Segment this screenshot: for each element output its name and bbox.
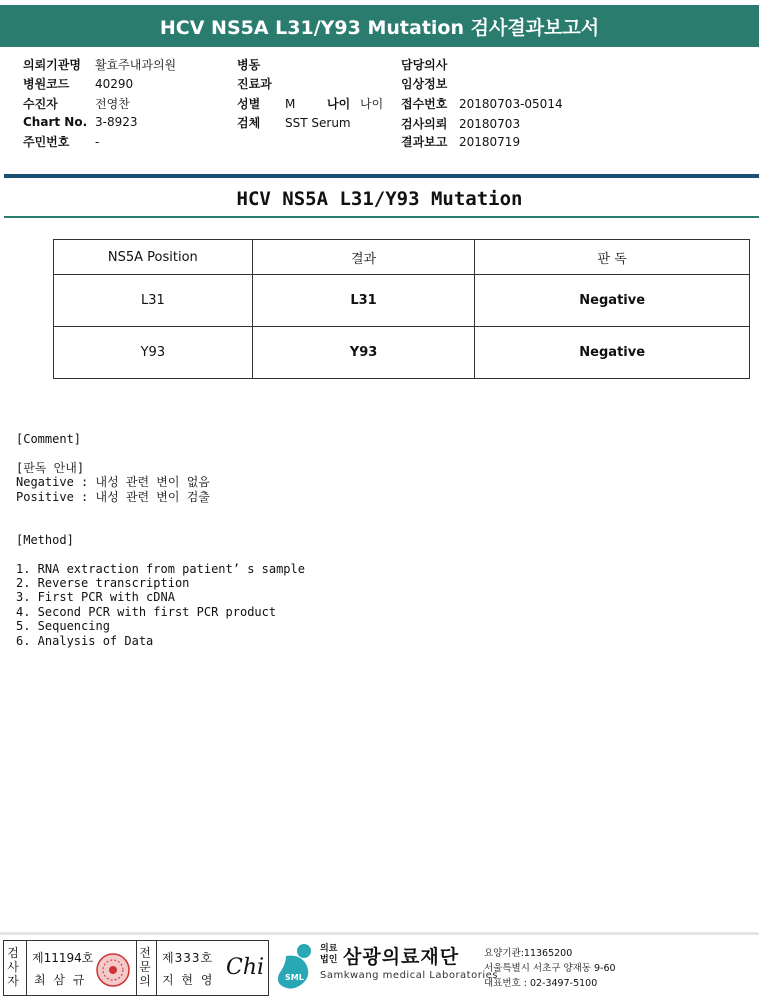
signature-divider [26, 941, 27, 995]
info-row-request-date [401, 115, 520, 132]
guide-line-positive: Positive : 내성 관련 변이 검출 [16, 490, 210, 504]
column-header-result: 결과 [252, 240, 475, 275]
result-table [53, 239, 750, 379]
section-divider-thin [4, 216, 759, 218]
method-step: 4. Second PCR with first PCR product [16, 605, 277, 619]
org-prefix-1: 의료 [320, 944, 338, 954]
info-row-chart-no [23, 115, 138, 129]
method-step: 5. Sequencing [16, 619, 110, 633]
cell-interpretation: Negative [475, 327, 750, 379]
org-prefix-2: 법인 [320, 955, 338, 965]
info-value: SST Serum [285, 116, 351, 130]
inspector-label: 검사자 [7, 946, 19, 988]
footer-divider [0, 932, 759, 935]
org-english-name: Samkwang medical Laboratories [320, 970, 498, 981]
method-step: 1. RNA extraction from patient’ s sample [16, 562, 305, 576]
inspector-name: 최 삼 규 [34, 973, 87, 987]
signature-box [3, 940, 269, 996]
guide-heading: [판독 안내] [16, 461, 85, 475]
sml-logo-icon [276, 942, 318, 994]
info-row-accession-no [401, 95, 563, 112]
method-step: 3. First PCR with cDNA [16, 590, 175, 604]
signature-divider [156, 941, 157, 995]
cell-interpretation: Negative [475, 275, 750, 327]
info-label: 주민번호 [23, 135, 70, 149]
info-label: 검사의뢰 [401, 117, 448, 131]
specialist-label: 전문의 [139, 946, 151, 988]
org-address: 서울특별시 서초구 양재동 9-60 [484, 963, 616, 974]
info-row-specimen [237, 114, 351, 131]
info-label: 성별 [237, 97, 261, 111]
info-value: - [95, 135, 100, 149]
cell-result: L31 [252, 275, 475, 327]
info-row-ward [237, 56, 285, 73]
result-table-header [54, 240, 750, 275]
method-heading: [Method] [16, 533, 74, 547]
info-label: 임상정보 [401, 77, 448, 91]
info-value: M [285, 97, 296, 111]
info-row-institution [23, 56, 176, 73]
method-step: 6. Analysis of Data [16, 634, 154, 648]
section-divider-thick [4, 174, 759, 178]
info-label: 결과보고 [401, 135, 448, 149]
table-row [54, 327, 750, 379]
info-row-age [327, 95, 383, 112]
org-code: 요양기관:11365200 [484, 948, 573, 959]
info-value: 20180703-05014 [459, 97, 563, 111]
specialist-license: 제333호 [162, 951, 214, 965]
info-row-physician [401, 56, 459, 73]
info-label: Chart No. [23, 115, 88, 129]
info-row-report-date [401, 133, 520, 150]
info-value: 전영찬 [95, 97, 130, 111]
info-row-sex [237, 95, 295, 112]
specialist-name: 지 현 영 [162, 973, 215, 987]
info-label: 접수번호 [401, 97, 448, 111]
info-value: 20180703 [459, 117, 521, 131]
signature-divider [136, 941, 137, 995]
info-row-patient [23, 95, 130, 112]
info-row-resident-no [23, 133, 99, 150]
info-row-clinical-info [401, 75, 459, 92]
info-label: 나이 [327, 97, 351, 111]
info-value: 20180719 [459, 135, 521, 149]
method-step: 2. Reverse transcription [16, 576, 190, 590]
info-row-hospital-code [23, 75, 133, 92]
cell-position: Y93 [54, 327, 253, 379]
info-value: 40290 [95, 77, 134, 91]
table-row [54, 275, 750, 327]
info-value: 나이 [360, 97, 384, 111]
info-label: 병동 [237, 58, 261, 72]
cell-position: L31 [54, 275, 253, 327]
column-header-interpretation: 판 독 [475, 240, 750, 275]
guide-line-negative: Negative : 내성 관련 변이 없음 [16, 475, 210, 489]
inspector-license: 제11194호 [32, 951, 94, 965]
report-header-bar [0, 5, 759, 47]
info-label: 담당의사 [401, 58, 448, 72]
comment-heading: [Comment] [16, 432, 82, 446]
org-name: 삼광의료재단 [343, 946, 460, 968]
info-value: 활효주내과의원 [95, 58, 177, 72]
cell-result: Y93 [252, 327, 475, 379]
org-phone: 대표번호 : 02-3497-5100 [484, 978, 598, 989]
info-row-department [237, 75, 285, 92]
report-header-title: HCV NS5A L31/Y93 Mutation 검사결과보고서 [159, 16, 600, 39]
column-header-position: NS5A Position [54, 240, 253, 275]
info-label: 병원코드 [23, 77, 70, 91]
report-title: HCV NS5A L31/Y93 Mutation [236, 188, 523, 210]
info-value: 3-8923 [95, 115, 138, 129]
inspector-seal-icon [94, 951, 132, 989]
info-label: 진료과 [237, 77, 272, 91]
specialist-signature: Chi [226, 955, 265, 980]
info-label: 의뢰기관명 [23, 58, 81, 72]
info-label: 검체 [237, 116, 261, 130]
info-label: 수진자 [23, 97, 58, 111]
logo-text: SML [285, 973, 304, 982]
